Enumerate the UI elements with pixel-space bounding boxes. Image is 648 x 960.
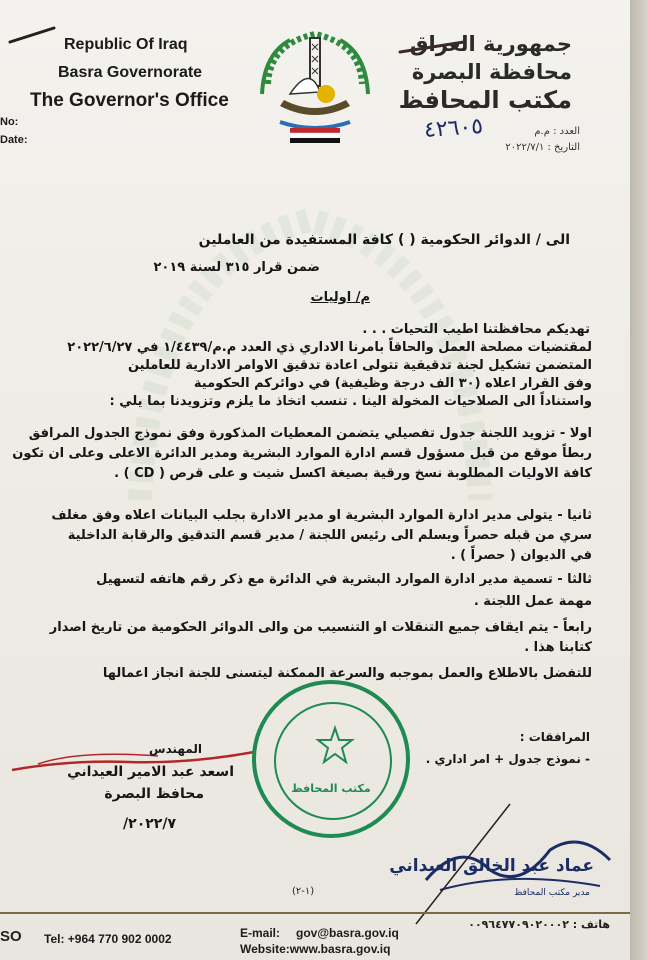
footer-email: gov@basra.gov.iq	[296, 926, 399, 940]
paragraph-line: لمقتضيات مصلحة العمل والحاقاً بامرنا الاداري ذي العدد م.م/١/٤٤٣٩ في ٢٠٢٢/٦/٢٧	[67, 340, 592, 355]
signature-role: محافظ البصرة	[104, 786, 204, 802]
item-second-line: في الديوان ( حصراً ) .	[450, 548, 592, 563]
pen-stroke-mark	[8, 26, 58, 46]
attachments-item: - نموذج جدول + امر اداري .	[425, 752, 590, 766]
header-ar-governorate: محافظة البصرة	[411, 60, 572, 84]
page-number: (١-٢)	[292, 886, 315, 897]
header-ar-country: جمهورية العراق	[409, 32, 572, 56]
closing-line: للتفضل بالاطلاع والعمل بموجبه والسرعة الممكنة ليتسنى للجنة انجاز اعمالها	[102, 666, 592, 681]
diagonal-pen-stroke	[410, 800, 520, 930]
stamp-emblem-icon	[312, 724, 358, 770]
handwritten-signature-text: عماد عبد الخالق العيداني	[389, 856, 594, 876]
footer-tel: Tel: +964 770 902 0002	[44, 932, 172, 946]
footer-email-label: E-mail:	[240, 926, 281, 940]
item-second-line: ثانيا - يتولى مدير ادارة الموارد البشرية او مدير الادارة بجلب البيانات اعلاه وفق مغلف	[51, 508, 592, 523]
header-ar-date: التاريخ : ٢٠٢٢/٧/١	[505, 142, 580, 153]
item-fourth-line: كتابنا هذا .	[524, 640, 592, 655]
item-first-line: كافة الاوليات المطلوبة نسخ ورقية بصيغة اكسل شيت و على قرص ( CD ) .	[114, 466, 592, 481]
item-first-line: ربطاً موقع من قبل مسؤول قسم ادارة الموارد البشرية ومدير الدائرة الاعلى وعلى ان تكون	[12, 446, 592, 461]
governorate-emblem-icon	[250, 24, 380, 154]
footer-website: Website:www.basra.gov.iq	[240, 942, 391, 956]
decision-ref: ضمن قرار ٣١٥ لسنة ٢٠١٩	[153, 260, 320, 275]
footer-divider	[0, 912, 630, 914]
greeting-line: تهديكم محافظتنا اطيب التحيات . . .	[362, 322, 590, 337]
handwritten-reference-number: ٤٢٦٠٥	[423, 113, 484, 144]
item-first-line: اولا - تزويد اللجنة جدول تفصيلي يتضمن المعطيات المذكورة وفق نموذج الجدول المرافق	[28, 426, 592, 441]
subject-line: م/ اوليات	[310, 290, 370, 305]
header-en-governorate: Basra Governorate	[58, 64, 203, 81]
signature-name: اسعد عبد الامير العيداني	[67, 764, 234, 780]
header-en-country: Republic Of Iraq	[64, 36, 188, 53]
header-en-office: The Governor's Office	[30, 90, 229, 111]
item-fourth-line: رابعاً - يتم ايقاف جميع التنقلات او التنسيب من والى الدوائر الحكومية من تاريخ اصدار	[49, 620, 592, 635]
header-ar-no: العدد : م.م	[534, 126, 580, 137]
scan-edge-shadow	[630, 0, 648, 960]
stamp-center-text: مكتب المحافظ	[291, 782, 371, 795]
paragraph-line: وفق القرار اعلاه (٣٠ الف درجة وظيفية) في دوائركم الحكومية	[193, 376, 592, 391]
signature-title: المهندس	[149, 742, 202, 756]
header-en-no: No:	[0, 116, 19, 128]
attachments-title: المرافقات :	[519, 730, 590, 744]
handwritten-signature-subtitle: مدير مكتب المحافظ	[514, 888, 590, 898]
addressee-line: الى / الدوائر الحكومية ( ) كافة المستفيدة من العاملين	[198, 232, 570, 248]
footer-ar-phone: هاتف : ٠٠٩٦٤٧٧٠٩٠٢٠٠٠٢	[468, 918, 610, 931]
paragraph-line: المتضمن تشكيل لجنة تدقيقية تتولى اعادة تدقيق الاوامر الادارية للعاملين	[127, 358, 592, 373]
item-second-line: سري من قبله حصراً ويسلم الى رئيس اللجنة / مدير قسم التدقيق والرقابة الداخلية	[67, 528, 592, 543]
header-en-date: Date:	[0, 134, 28, 146]
item-third-line: ثالثا - تسمية مدير ادارة الموارد البشرية في الدائرة مع ذكر رقم هاتفه لتسهيل	[96, 572, 592, 587]
signature-date: ٢٠٢٢/٧/	[123, 816, 176, 832]
pen-stroke-mark-right	[398, 38, 468, 58]
header-ar-office: مكتب المحافظ	[398, 86, 572, 114]
official-stamp	[252, 680, 410, 838]
paragraph-line: واستناداً الى الصلاحيات المخولة الينا . تنسب اتخاذ ما يلزم وتزويدنا بما يلي :	[109, 394, 592, 409]
item-third-line: مهمة عمل اللجنة .	[473, 594, 592, 609]
iso-mark: SO	[0, 928, 22, 945]
